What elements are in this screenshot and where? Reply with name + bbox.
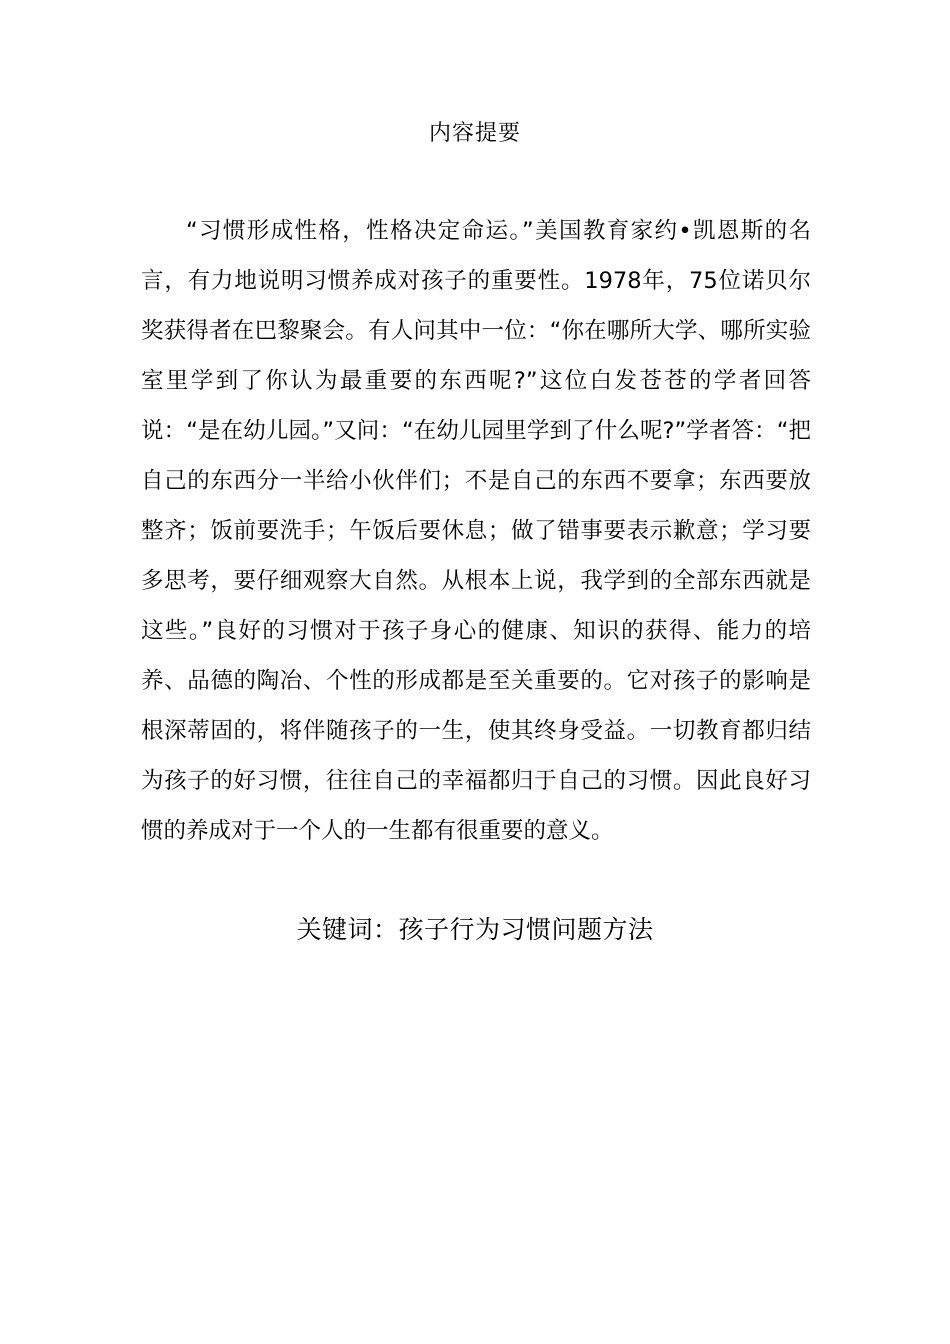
- abstract-paragraph: “习惯形成性格，性格决定命运。”美国教育家约•凯恩斯的名言，有力地说明习惯养成对孩子的重要性。1978年，75位诺贝尔奖获得者在巴黎聚会。有人问其中一位：“你在哪所大学、哪所实验室里学到了你认为最重要的东西呢?”这位白发苍苍的学者回答说：“是在幼儿园。”又问：“在幼儿园里学到了什么呢?”学者答：“把自己的东西分一半给小伙伴们；不是自己的东西不要拿；东西要放整齐；饭前要洗手；午饭后要休息；做了错事要表示歉意；学习要多思考，要仔细观察大自然。从根本上说，我学到的全部东西就是这些。”良好的习惯对于孩子身心的健康、知识的获得、能力的培养、品德的陶冶、个性的形成都是至关重要的。它对孩子的影响是根深蒂固的，将伴随孩子的一生，使其终身受益。一切教育都归结为孩子的好习惯，往往自己的幸福都归于自己的习惯。因此良好习惯的养成对于一个人的一生都有很重要的意义。: [141, 218, 811, 844]
- page-title: 内容提要: [428, 121, 521, 146]
- keywords-line: 关键词：孩子行为习惯问题方法: [296, 915, 654, 944]
